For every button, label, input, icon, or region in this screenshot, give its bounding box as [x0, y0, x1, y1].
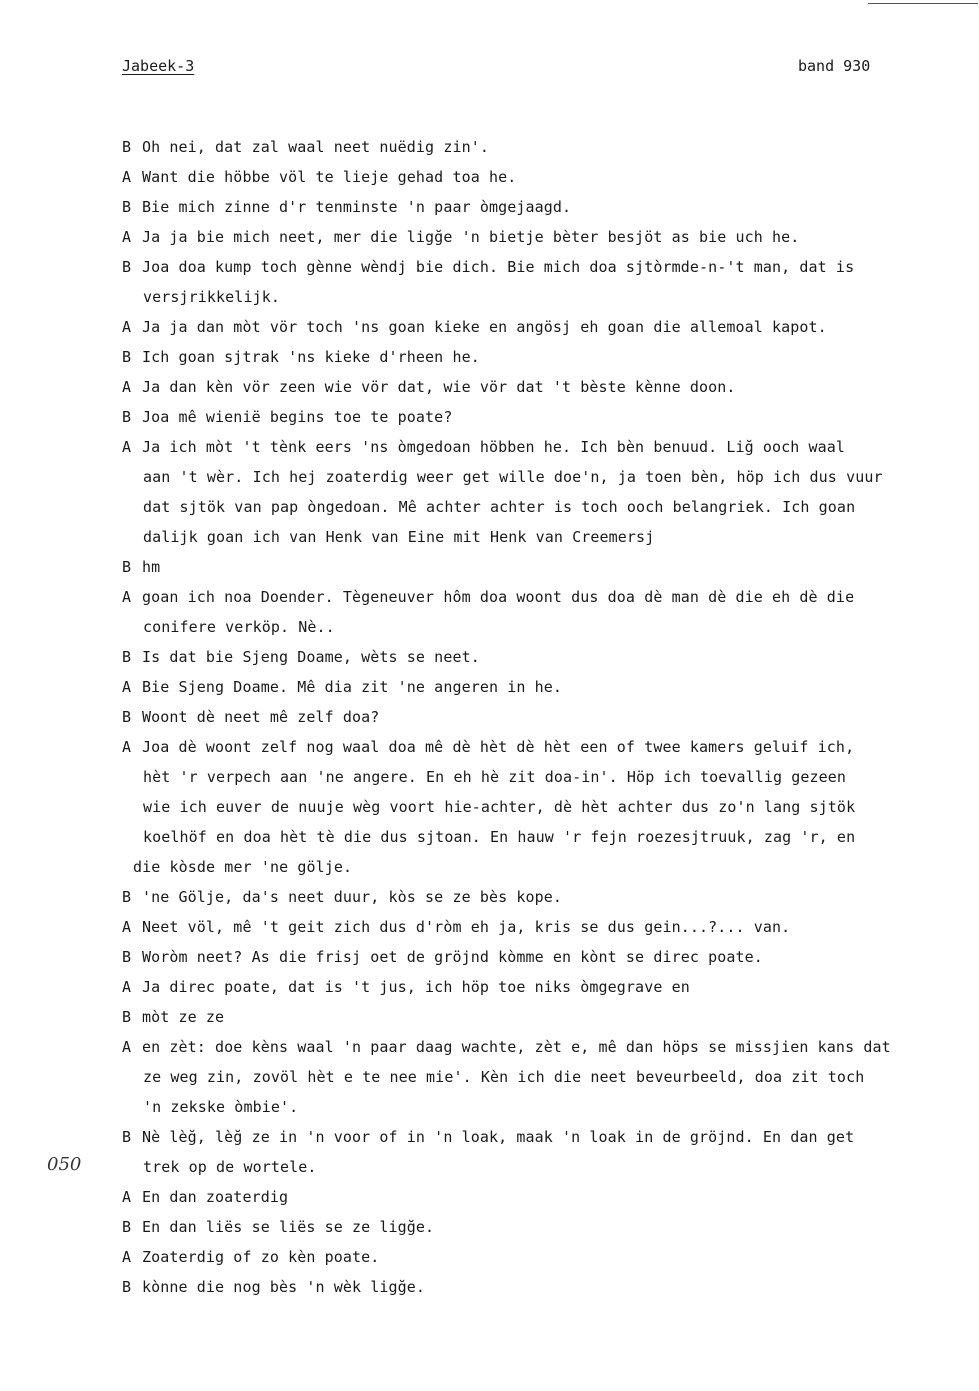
turn-first-line [122, 227, 974, 257]
dialogue-transcript [122, 137, 974, 1307]
utterance-text: Is dat bie Sjeng Doame, wèts se neet. [142, 648, 480, 666]
speaker-label: B [122, 558, 132, 576]
dialogue-turn [122, 407, 974, 437]
dialogue-turn [122, 1007, 974, 1037]
speaker-label: B [122, 1278, 132, 1296]
turn-continuation-line [122, 857, 974, 887]
turn-first-line [122, 137, 974, 167]
utterance-text: hm [142, 558, 161, 576]
speaker-label: B [122, 888, 132, 906]
dialogue-turn [122, 137, 974, 167]
utterance-text: hèt 'r verpech aan 'ne angere. En eh hè zit doa-in'. Höp ich toevallig gezeen [143, 768, 847, 786]
utterance-text: Joa doa kump toch gènne wèndj bie dich. Bie mich doa sjtòrmde-n-'t man, dat is [142, 258, 855, 276]
speaker-label: A [122, 1038, 132, 1056]
speaker-label: B [122, 258, 132, 276]
speaker-label: A [122, 438, 132, 456]
turn-first-line [122, 1217, 974, 1247]
utterance-text: Oh nei, dat zal waal neet nuëdig zin'. [142, 138, 489, 156]
dialogue-turn [122, 887, 974, 917]
document-title: Jabeek-3 [122, 57, 195, 75]
dialogue-turn [122, 1187, 974, 1217]
dialogue-turn [122, 1277, 974, 1307]
speaker-label: A [122, 1188, 132, 1206]
speaker-label: B [122, 1218, 132, 1236]
dialogue-turn [122, 1037, 974, 1127]
turn-first-line [122, 917, 974, 947]
utterance-text: Ja direc poate, dat is 't jus, ich höp toe niks òmgegrave en [142, 978, 690, 996]
dialogue-turn [122, 1127, 974, 1187]
utterance-text: Bie mich zinne d'r tenminste 'n paar òmgejaagd. [142, 198, 572, 216]
speaker-label: A [122, 978, 132, 996]
utterance-text: aan 't wèr. Ich hej zoaterdig weer get wille doe'n, ja toen bèn, höp ich dus vuur [143, 468, 883, 486]
utterance-text: Neet völ, mê 't geit zich dus d'ròm eh ja, kris se dus gein...?... van. [142, 918, 791, 936]
speaker-label: A [122, 318, 132, 336]
tape-number: band 930 [798, 57, 871, 75]
turn-first-line [122, 677, 974, 707]
turn-continuation-line [122, 797, 974, 827]
turn-first-line [122, 257, 974, 287]
utterance-text: Ja dan kèn vör zeen wie vör dat, wie vör dat 't bèste kènne doon. [142, 378, 736, 396]
utterance-text: dalijk goan ich van Henk van Eine mit Henk van Creemersj [143, 528, 655, 546]
utterance-text: Woont dè neet mê zelf doa? [142, 708, 380, 726]
utterance-text: trek op de wortele. [143, 1158, 317, 1176]
turn-first-line [122, 1007, 974, 1037]
turn-first-line [122, 887, 974, 917]
turn-continuation-line [122, 1157, 974, 1187]
dialogue-turn [122, 257, 974, 317]
turn-first-line [122, 197, 974, 227]
dialogue-turn [122, 707, 974, 737]
utterance-text: En dan zoaterdig [142, 1188, 289, 1206]
turn-first-line [122, 1037, 974, 1067]
utterance-text: wie ich euver de nuuje wèg voort hie-achter, dè hèt achter dus zo'n lang sjtök [143, 798, 856, 816]
speaker-label: B [122, 348, 132, 366]
turn-first-line [122, 647, 974, 677]
speaker-label: A [122, 1248, 132, 1266]
margin-counter-note: 050 [47, 1154, 82, 1175]
utterance-text: Woròm neet? As die frisj oet de gröjnd kòmme en kònt se direc poate. [142, 948, 763, 966]
utterance-text: Ja ich mòt 't tènk eers 'ns òmgedoan höbben he. Ich bèn benuud. Liğ ooch waal [142, 438, 846, 456]
turn-first-line [122, 317, 974, 347]
utterance-text: 'ne Gölje, da's neet duur, kòs se ze bès kope. [142, 888, 563, 906]
dialogue-turn [122, 647, 974, 677]
utterance-text: kònne die nog bès 'n wèk ligğe. [142, 1278, 426, 1296]
dialogue-turn [122, 587, 974, 647]
utterance-text: ze weg zin, zovöl hèt e te nee mie'. Kèn ich die neet beveurbeeld, doa zit toch [143, 1068, 865, 1086]
dialogue-turn [122, 347, 974, 377]
dialogue-turn [122, 557, 974, 587]
dialogue-turn [122, 677, 974, 707]
turn-continuation-line [122, 1097, 974, 1127]
turn-first-line [122, 407, 974, 437]
turn-continuation-line [122, 827, 974, 857]
speaker-label: B [122, 408, 132, 426]
utterance-text: goan ich noa Doender. Tègeneuver hôm doa woont dus doa dè man dè die eh dè die [142, 588, 855, 606]
utterance-text: Joa mê wienië begins toe te poate? [142, 408, 453, 426]
dialogue-turn [122, 1247, 974, 1277]
turn-first-line [122, 737, 974, 767]
speaker-label: B [122, 1008, 132, 1026]
dialogue-turn [122, 317, 974, 347]
speaker-label: A [122, 588, 132, 606]
dialogue-turn [122, 917, 974, 947]
turn-first-line [122, 1187, 974, 1217]
speaker-label: A [122, 168, 132, 186]
turn-first-line [122, 947, 974, 977]
utterance-text: koelhöf en doa hèt tè die dus sjtoan. En hauw 'r fejn roezesjtruuk, zag 'r, en [143, 828, 856, 846]
speaker-label: A [122, 678, 132, 696]
turn-first-line [122, 377, 974, 407]
dialogue-turn [122, 197, 974, 227]
speaker-label: B [122, 948, 132, 966]
utterance-text: Ich goan sjtrak 'ns kieke d'rheen he. [142, 348, 480, 366]
turn-first-line [122, 587, 974, 617]
dialogue-turn [122, 947, 974, 977]
dialogue-turn [122, 437, 974, 557]
turn-first-line [122, 347, 974, 377]
utterance-text: mòt ze ze [142, 1008, 225, 1026]
speaker-label: B [122, 708, 132, 726]
speaker-label: B [122, 198, 132, 216]
utterance-text: Ja ja dan mòt vör toch 'ns goan kieke en angösj eh goan die allemoal kapot. [142, 318, 827, 336]
turn-continuation-line [122, 287, 974, 317]
speaker-label: A [122, 738, 132, 756]
dialogue-turn [122, 737, 974, 887]
speaker-label: B [122, 1128, 132, 1146]
top-edge-rule [868, 3, 978, 4]
turn-first-line [122, 707, 974, 737]
utterance-text: Bie Sjeng Doame. Mê dia zit 'ne angeren in he. [142, 678, 563, 696]
turn-first-line [122, 437, 974, 467]
dialogue-turn [122, 227, 974, 257]
speaker-label: A [122, 228, 132, 246]
utterance-text: En dan liës se liës se ze ligğe. [142, 1218, 435, 1236]
turn-continuation-line [122, 497, 974, 527]
dialogue-turn [122, 167, 974, 197]
speaker-label: A [122, 378, 132, 396]
utterance-text: Nè lèğ, lèğ ze in 'n voor of in 'n loak, maak 'n loak in de gröjnd. En dan get [142, 1128, 855, 1146]
turn-continuation-line [122, 467, 974, 497]
turn-continuation-line [122, 767, 974, 797]
turn-continuation-line [122, 527, 974, 557]
utterance-text: Joa dè woont zelf nog waal doa mê dè hèt dè hèt een of twee kamers geluif ich, [142, 738, 855, 756]
speaker-label: B [122, 138, 132, 156]
dialogue-turn [122, 1217, 974, 1247]
dialogue-turn [122, 377, 974, 407]
utterance-text: Zoaterdig of zo kèn poate. [142, 1248, 380, 1266]
utterance-text: versjrikkelijk. [143, 288, 280, 306]
dialogue-turn [122, 977, 974, 1007]
utterance-text: Ja ja bie mich neet, mer die ligğe 'n bietje bèter besjöt as bie uch he. [142, 228, 800, 246]
utterance-text: 'n zekske òmbie'. [143, 1098, 299, 1116]
turn-continuation-line [122, 617, 974, 647]
utterance-text: en zèt: doe kèns waal 'n paar daag wachte, zèt e, mê dan höps se missjien kans dat [142, 1038, 891, 1056]
speaker-label: B [122, 648, 132, 666]
utterance-text: dat sjtök van pap òngedoan. Mê achter achter is toch ooch belangriek. Ich goan [143, 498, 856, 516]
utterance-text: die kòsde mer 'ne gölje. [133, 858, 353, 876]
turn-first-line [122, 167, 974, 197]
turn-first-line [122, 1127, 974, 1157]
speaker-label: A [122, 918, 132, 936]
turn-first-line [122, 977, 974, 1007]
turn-first-line [122, 1247, 974, 1277]
turn-continuation-line [122, 1067, 974, 1097]
utterance-text: conifere verköp. Nè.. [143, 618, 335, 636]
turn-first-line [122, 1277, 974, 1307]
turn-first-line [122, 557, 974, 587]
utterance-text: Want die höbbe völ te lieje gehad toa he. [142, 168, 517, 186]
